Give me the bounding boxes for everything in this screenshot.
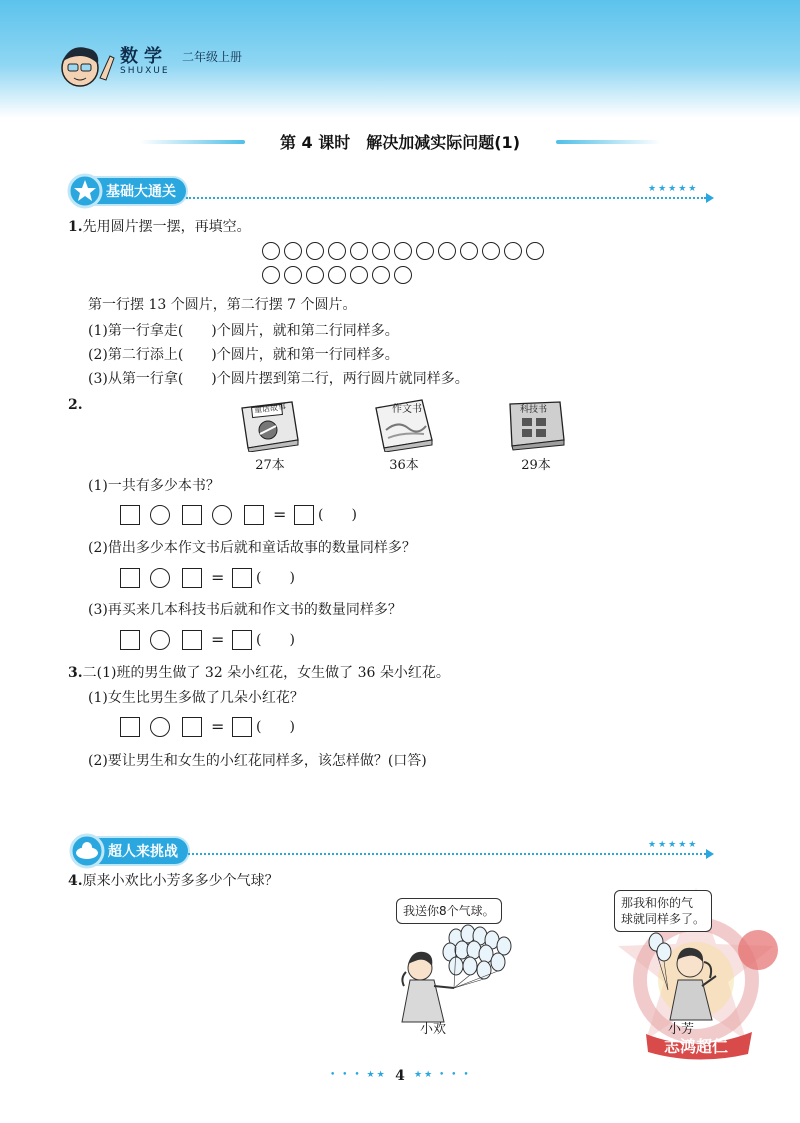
girl-illustration xyxy=(644,930,734,1022)
disc xyxy=(306,242,324,260)
disc xyxy=(526,242,544,260)
answer-box[interactable] xyxy=(182,505,202,525)
q2-sub2: (2)借出多少本作文书后就和童话故事的数量同样多？ xyxy=(88,540,416,556)
q2-sub1: (1)一共有多少本书？ xyxy=(88,478,220,494)
disc xyxy=(372,242,390,260)
answer-box[interactable] xyxy=(182,717,202,737)
page-stars-left: • • • ★★ xyxy=(330,1070,387,1080)
section-basic-badge xyxy=(70,178,186,204)
q3-number: 3. xyxy=(68,665,83,681)
equals-sign: = xyxy=(211,568,225,587)
disc xyxy=(394,266,412,284)
q1-sub3: (3)从第一行拿( )个圆片摆到第二行，两行圆片就同样多。 xyxy=(88,371,469,387)
disc xyxy=(504,242,522,260)
answer-box[interactable] xyxy=(120,505,140,525)
page-stars-right: ★★ • • • xyxy=(414,1070,471,1080)
disc xyxy=(350,266,368,284)
disc xyxy=(284,266,302,284)
q4 xyxy=(68,872,279,890)
disc xyxy=(438,242,456,260)
subject-pinyin: SHUXUE xyxy=(120,66,170,76)
star-globe-icon xyxy=(66,172,104,210)
answer-box[interactable] xyxy=(232,717,252,737)
arrow-icon xyxy=(706,849,714,859)
q1-sub2: (2)第二行添上( )个圆片，就和第一行同样多。 xyxy=(88,347,399,363)
girl-with-balloons-illustration xyxy=(398,922,518,1026)
disc xyxy=(284,242,302,260)
disc xyxy=(416,242,434,260)
name-left: 小欢 xyxy=(420,1022,447,1037)
speech-bubble-right-line-2: 球就同样多了。 xyxy=(621,912,706,926)
book-1-count: 27本 xyxy=(255,458,285,473)
section-challenge-stars: ★★★★★ xyxy=(648,840,699,850)
answer-box[interactable] xyxy=(120,568,140,588)
stamp-text: 志鸿超仁 xyxy=(663,1037,729,1056)
q3-sub1: (1)女生比男生多做了几朵小红花？ xyxy=(88,690,304,706)
answer-box[interactable] xyxy=(232,630,252,650)
speech-bubble-right-line-1: 那我和你的气 xyxy=(621,896,694,910)
equals-sign: = xyxy=(211,717,225,736)
q1-sub1: (1)第一行拿走( )个圆片，就和第二行同样多。 xyxy=(88,323,399,339)
q3 xyxy=(68,664,450,682)
q1 xyxy=(68,218,251,236)
grade-label: 二年级上册 xyxy=(182,50,243,64)
disc xyxy=(306,266,324,284)
section-basic-stars: ★★★★★ xyxy=(648,184,699,194)
book-3-title: 科技书 xyxy=(520,405,548,415)
disc xyxy=(394,242,412,260)
mascot-icon xyxy=(50,38,118,94)
answer-box[interactable] xyxy=(120,717,140,737)
book-1-title: 童话故事 xyxy=(253,402,287,415)
unit-blank[interactable]: ( ) xyxy=(256,632,295,648)
name-right: 小芳 xyxy=(668,1022,695,1037)
operator-circle[interactable] xyxy=(150,568,170,588)
disc xyxy=(350,242,368,260)
disc xyxy=(372,266,390,284)
answer-box[interactable] xyxy=(120,630,140,650)
disc xyxy=(328,266,346,284)
q2-sub3: (3)再买来几本科技书后就和作文书的数量同样多？ xyxy=(88,602,402,618)
operator-circle[interactable] xyxy=(150,505,170,525)
rocket-icon xyxy=(68,832,106,870)
q4-prompt: 原来小欢比小芳多多少个气球？ xyxy=(82,873,279,889)
answer-box[interactable] xyxy=(294,505,314,525)
speech-bubble-right xyxy=(614,890,712,932)
q2-number: 2. xyxy=(68,397,83,413)
operator-circle[interactable] xyxy=(212,505,232,525)
unit-blank[interactable]: ( ) xyxy=(256,719,295,735)
answer-box[interactable] xyxy=(182,568,202,588)
section-challenge-label: 超人来挑战 xyxy=(72,838,188,864)
operator-circle[interactable] xyxy=(150,630,170,650)
lesson-title: 第 4 课时 解决加减实际问题(1) xyxy=(279,133,521,152)
operator-circle[interactable] xyxy=(150,717,170,737)
disc xyxy=(460,242,478,260)
disc xyxy=(262,242,280,260)
answer-box[interactable] xyxy=(182,630,202,650)
arrow-icon xyxy=(706,193,714,203)
section-challenge-badge xyxy=(72,838,188,864)
speech-bubble-left: 我送你8个气球。 xyxy=(396,898,502,924)
unit-blank[interactable]: ( ) xyxy=(318,507,357,523)
q3-prompt: 二(1)班的男生做了 32 朵小红花，女生做了 36 朵小红花。 xyxy=(82,665,450,681)
section-basic-divider xyxy=(186,197,706,199)
equals-sign: = xyxy=(273,505,287,524)
disc xyxy=(482,242,500,260)
answer-box[interactable] xyxy=(232,568,252,588)
q4-number: 4. xyxy=(68,873,83,889)
answer-box[interactable] xyxy=(244,505,264,525)
subject-label: 数学 xyxy=(120,46,168,67)
q1-prompt: 先用圆片摆一摆，再填空。 xyxy=(82,219,251,235)
q1-number: 1. xyxy=(68,219,83,235)
book-2-count: 36本 xyxy=(389,458,419,473)
q3-sub2: (2)要让男生和女生的小红花同样多，该怎样做？(口答) xyxy=(88,753,427,769)
section-basic-label: 基础大通关 xyxy=(70,178,186,204)
unit-blank[interactable]: ( ) xyxy=(256,570,295,586)
book-3-count: 29本 xyxy=(521,458,551,473)
section-challenge-divider xyxy=(188,853,706,855)
disc xyxy=(262,266,280,284)
disc xyxy=(328,242,346,260)
equals-sign: = xyxy=(211,630,225,649)
page-number: 4 xyxy=(395,1068,405,1084)
q1-statement: 第一行摆 13 个圆片，第二行摆 7 个圆片。 xyxy=(88,297,357,313)
book-2-title: 作文书 xyxy=(392,404,422,415)
